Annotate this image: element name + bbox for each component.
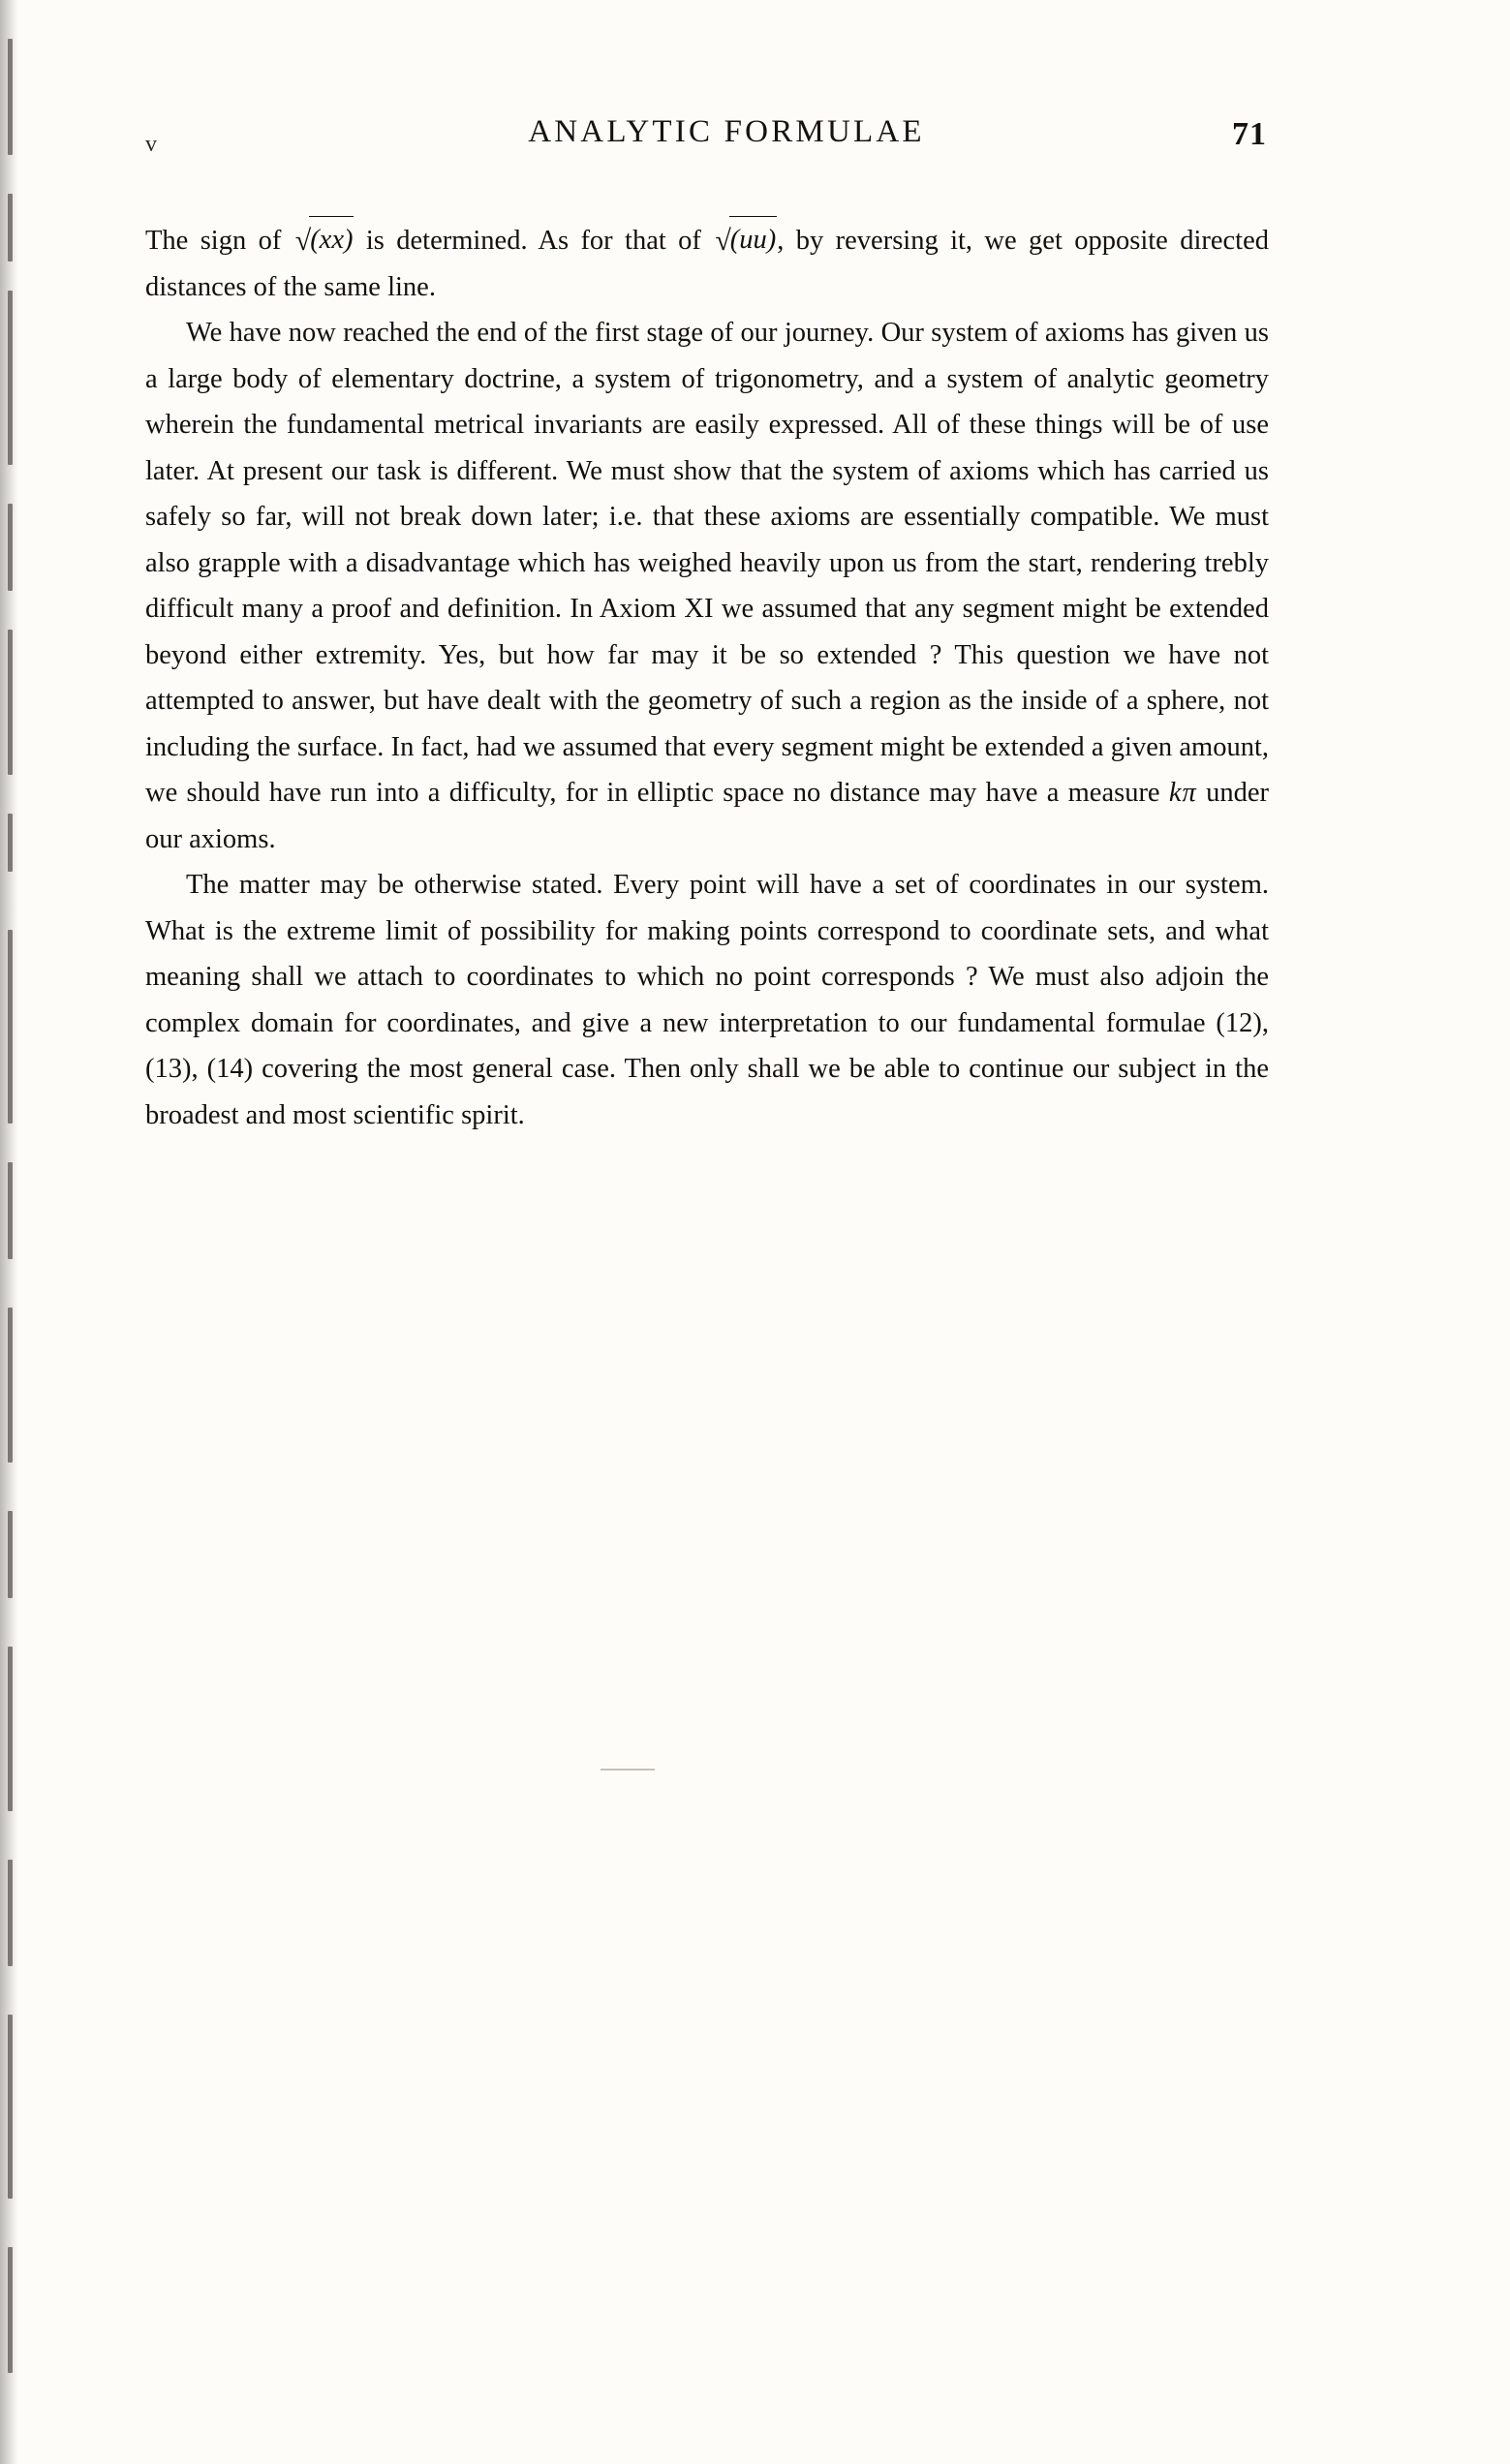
scan-artifact <box>8 1860 13 1966</box>
text-run: We have now reached the end of the first stage of our journey. Our system of axioms has given us a large body of elementary doctrine, a system of trigonometry, and a system of analytic geometry wherein the fundamental metrical invariants are easily expressed. All of these things will be of use later. At present our task is different. We must show that the system of axioms which has carried us safely so far, will not break down later; i.e. that these axioms are essentially compatible. We must also grapple with a disadvantage which has weighed heavily upon us from the start, rendering trebly difficult many a proof and definition. In Axiom XI we assumed that any segment might be extended beyond either extremity. Yes, but how far may it be so extended ? This question we have not attempted to answer, but have dealt with the geometry of such a region as the inside of a sphere, not including the surface. In fact, had we assumed that every segment might be extended a given amount, we should have run into a difficulty, for in elliptic space no distance may have a measure <box>145 318 1269 808</box>
text-run: The sign of <box>145 226 293 256</box>
scan-artifact <box>8 814 13 872</box>
paragraph-1 <box>145 217 1269 310</box>
page-title: ANALYTIC FORMULAE <box>528 114 925 149</box>
k-pi-expression: kπ <box>1168 778 1197 808</box>
scan-artifact <box>8 630 13 775</box>
radical-sign-icon: √ <box>715 225 731 257</box>
body-text <box>145 217 1269 1138</box>
scan-artifact <box>8 1647 13 1811</box>
scan-binding-edge <box>0 0 25 2464</box>
paragraph-3 <box>145 862 1269 1138</box>
signature-mark: v <box>145 132 158 157</box>
text-run: is determined. As for that of <box>354 226 714 256</box>
scan-artifact <box>8 2247 13 2373</box>
scan-artifact <box>8 194 13 262</box>
radical-sign-icon: √ <box>294 225 312 257</box>
page-content <box>145 0 1269 1138</box>
radicand: (xx) <box>309 216 354 263</box>
text-run: The matter may be otherwise stated. Every point will have a set of coordinates in our system. What is the extreme limit of possibility for making points correspond to coordinate sets, and what meaning shall we attach to coordinates to which no point corresponds ? We must also adjoin the complex domain for coordinates, and give a new interpretation to our fundamental formulae (12), (13), (14) covering the most general case. Then only shall we be able to continue our subject in the broadest and most scientific spirit. <box>145 870 1269 1130</box>
running-head <box>145 114 1269 182</box>
scan-artifact <box>8 504 13 591</box>
scan-artifact <box>8 1308 13 1463</box>
scan-artifact <box>8 1162 13 1259</box>
scan-artifact <box>8 2015 13 2199</box>
sqrt-uu-expression <box>713 217 777 264</box>
radicand: (uu) <box>729 216 777 263</box>
scan-artifact <box>8 930 13 1124</box>
scan-artifact <box>8 291 13 465</box>
text-run: , by reversing it, we get opposite directed distances of the same line. <box>145 226 1269 302</box>
sqrt-xx-expression <box>293 217 354 264</box>
scan-artifact <box>8 1511 13 1598</box>
text-run: under our axioms. <box>145 778 1269 854</box>
page-number: 71 <box>1232 116 1267 152</box>
paragraph-2 <box>145 310 1269 862</box>
scan-artifact <box>8 39 13 155</box>
scan-artifact-rule <box>601 1769 655 1771</box>
